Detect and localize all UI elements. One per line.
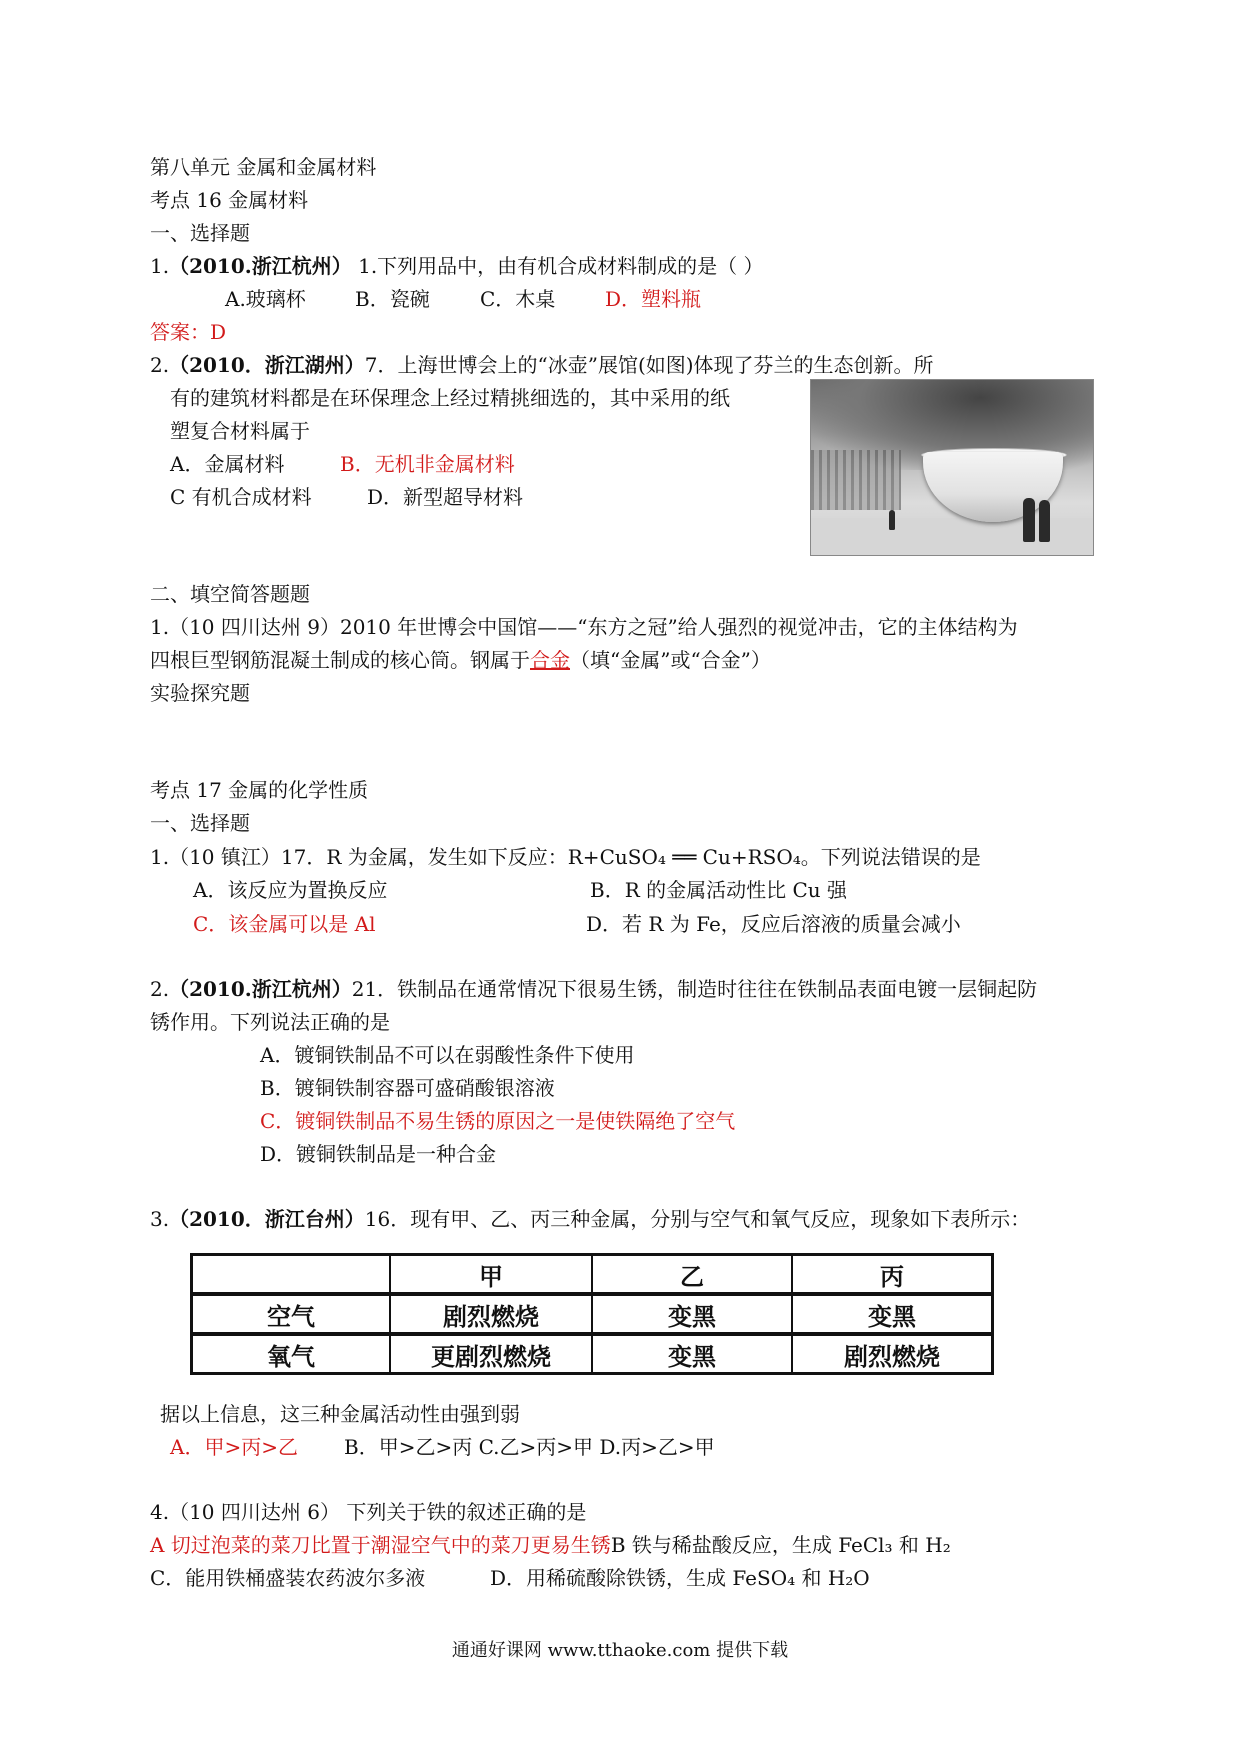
table-cell: 更剧烈燃烧: [390, 1334, 592, 1374]
subsection-heading: 一、选择题: [150, 811, 250, 835]
option-c-answer: C．该金属可以是 Al: [193, 912, 376, 936]
table-header-cell: 乙: [592, 1255, 792, 1295]
table-cell: 剧烈燃烧: [390, 1294, 592, 1334]
question-line: [150, 975, 1037, 1005]
table-header-cell: 甲: [390, 1255, 592, 1295]
metal-reaction-table: [190, 1253, 994, 1375]
table-cell: 变黑: [792, 1294, 993, 1334]
table-cell: 剧烈燃烧: [792, 1334, 993, 1374]
unit-title: 第八单元 金属和金属材料: [150, 155, 377, 179]
option-b: B 铁与稀盐酸反应，生成 FeCl₃ 和 H₂: [610, 1533, 951, 1557]
subsection-heading: 一、选择题: [150, 221, 250, 245]
option-b: B．瓷碗: [355, 287, 430, 311]
question-number: 3.: [150, 1207, 170, 1231]
option-a: A．金属材料: [170, 452, 285, 476]
option-a-answer: A．甲>丙>乙: [170, 1435, 298, 1459]
options-line: [193, 910, 961, 940]
options-line: [170, 483, 523, 513]
answer-line: 答案：D: [150, 320, 227, 344]
question-text: 7．上海世博会上的“冰壶”展馆(如图)体现了芬兰的生态创新。所: [364, 353, 934, 377]
question-source: （2010．浙江台州）: [169, 1207, 365, 1231]
options-line: [170, 1433, 715, 1463]
option-b: B．镀铜铁制容器可盛硝酸银溶液: [260, 1076, 555, 1100]
question-number: 1.: [150, 254, 170, 278]
question-line: [150, 351, 934, 381]
question-line: [150, 1205, 1030, 1235]
question-text: 16．现有甲、乙、丙三种金属，分别与空气和氧气反应，现象如下表所示：: [364, 1207, 1031, 1231]
option-c: C．木桌: [480, 287, 556, 311]
table-cell: 变黑: [592, 1334, 792, 1374]
options-line: [150, 1564, 870, 1594]
question-text: 21．铁制品在通常情况下很易生锈，制造时往往在铁制品表面电镀一层铜起防: [351, 977, 1038, 1001]
question-source: （2010.浙江杭州）: [169, 254, 352, 278]
option-c: C．能用铁桶盛装农药波尔多液: [150, 1566, 426, 1590]
section-heading: 二、填空简答题题: [150, 582, 310, 606]
option-c: C 有机合成材料: [170, 485, 312, 509]
table-cell: 变黑: [592, 1294, 792, 1334]
page-footer: 通通好课网 www.tthaoke.com 提供下载: [451, 1640, 789, 1661]
option-d-answer: D．塑料瓶: [605, 287, 702, 311]
question-line: 4.（10 四川达州 6） 下列关于铁的叙述正确的是: [150, 1500, 587, 1524]
option-a: A.玻璃杯: [225, 287, 306, 311]
options-line: [150, 1531, 951, 1561]
question-line: 1.（10 镇江）17．R 为金属，发生如下反应：R+CuSO₄ ══ Cu+RSO₄。下列说法错误的是: [150, 845, 981, 869]
table-corner-cell: [192, 1255, 391, 1295]
fill-question-text: 四根巨型钢筋混凝土制成的核心筒。钢属于: [150, 648, 530, 672]
question-continuation: 塑复合材料属于: [170, 419, 310, 443]
question-continuation: 有的建筑材料都是在环保理念上经过精挑细选的，其中采用的纸: [170, 386, 730, 410]
question-text: 1.下列用品中，由有机合成材料制成的是（ ）: [351, 254, 764, 278]
option-c-answer: C．镀铜铁制品不易生锈的原因之一是使铁隔绝了空气: [260, 1109, 736, 1133]
option-a: A．该反应为置换反应: [193, 878, 388, 902]
option-d: D．镀铜铁制品是一种合金: [260, 1142, 497, 1166]
option-d: D．若 R 为 Fe，反应后溶液的质量会减小: [586, 912, 961, 936]
option-a-answer: A 切过泡菜的菜刀比置于潮湿空气中的菜刀更易生锈: [150, 1533, 611, 1557]
fill-question-line: 1.（10 四川达州 9）2010 年世博会中国馆——“东方之冠”给人强烈的视觉冲击，它的主体结构为: [150, 615, 1018, 639]
fill-question-text: （填“金属”或“合金”）: [570, 648, 771, 672]
option-b-answer: B．无机非金属材料: [340, 452, 515, 476]
table-header-cell: 丙: [792, 1255, 993, 1295]
question-continuation: 锈作用。下列说法正确的是: [150, 1010, 390, 1034]
table-row-label: 氧气: [192, 1334, 391, 1374]
option-d: D．用稀硫酸除铁锈，生成 FeSO₄ 和 H₂O: [490, 1566, 870, 1590]
fill-answer: 合金: [530, 648, 570, 672]
question-number: 2.: [150, 353, 170, 377]
options-line: [193, 876, 847, 906]
section-heading: 实验探究题: [150, 681, 250, 705]
question-number: 2.: [150, 977, 170, 1001]
option-b: B．R 的金属活动性比 Cu 强: [590, 878, 848, 902]
fill-question-line: [150, 646, 771, 676]
table-row: [192, 1294, 993, 1334]
table-header-row: [192, 1255, 993, 1295]
option-a: A．镀铜铁制品不可以在弱酸性条件下使用: [260, 1043, 635, 1067]
options-line: [170, 450, 515, 480]
question-continuation: 据以上信息，这三种金属活动性由强到弱: [160, 1402, 520, 1426]
question-line: [150, 252, 764, 282]
option-d: D．新型超导材料: [367, 485, 524, 509]
options-rest: B．甲>乙>丙 C.乙>丙>甲 D.丙>乙>甲: [344, 1435, 715, 1459]
section-title: 考点 16 金属材料: [150, 188, 309, 212]
question-source: （2010.浙江杭州）: [169, 977, 352, 1001]
section-title: 考点 17 金属的化学性质: [150, 778, 369, 802]
question-source: （2010．浙江湖州）: [169, 353, 365, 377]
options-line: [225, 285, 701, 315]
table-row: [192, 1334, 993, 1374]
table-row-label: 空气: [192, 1294, 391, 1334]
ice-bowl-pavilion-photo: [810, 379, 1094, 556]
